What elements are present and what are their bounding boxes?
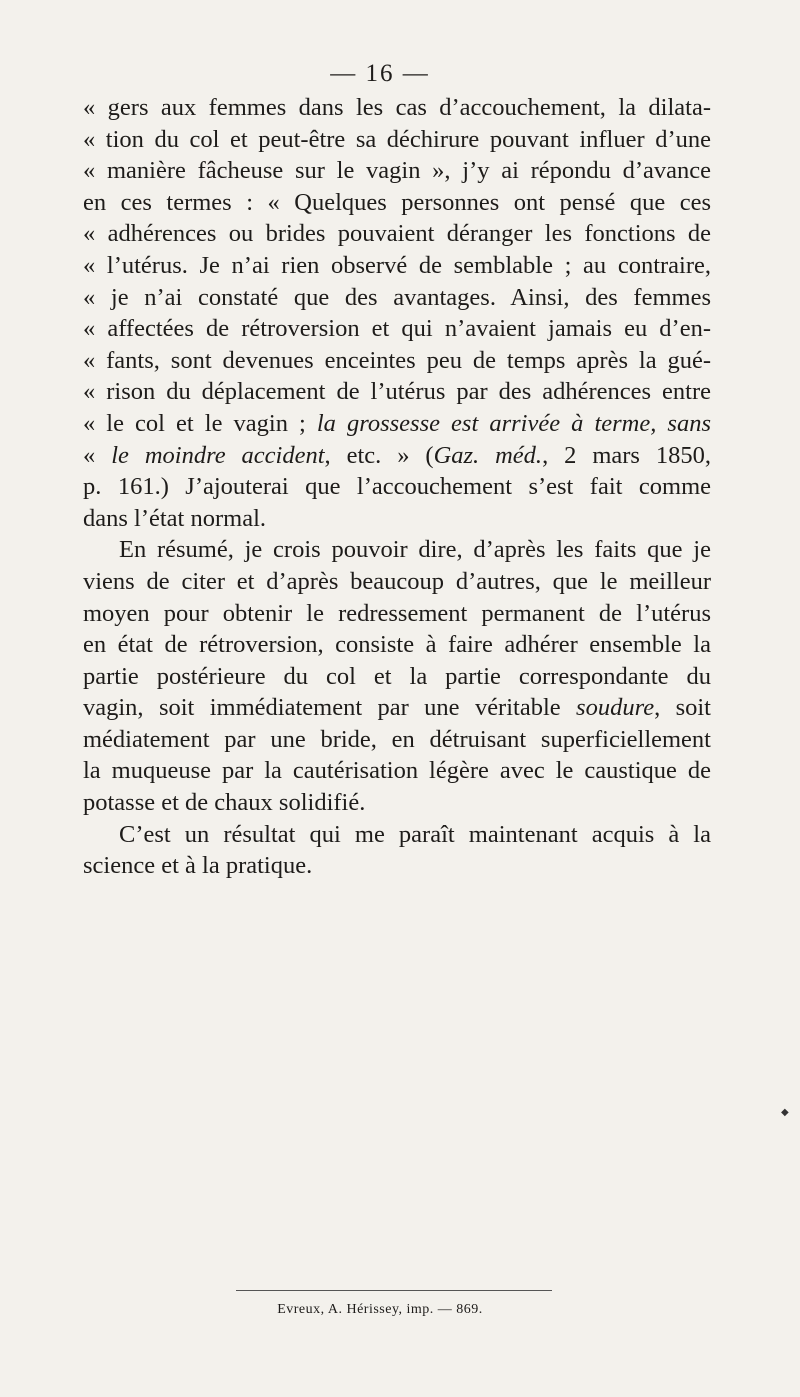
text-segment: vagin, soit immédiatement par une véritable (83, 694, 577, 722)
text-line (83, 440, 711, 472)
text-line: « rison du déplacement de l’utérus par des adhérences entre (83, 378, 711, 406)
text-line: médiatement par une bride, en détruisant superficiellement (83, 725, 711, 753)
text-segment: , etc. » ( (324, 441, 434, 469)
text-line: « manière fâcheuse sur le vagin », j’y ai répondu d’avance (83, 157, 711, 185)
text-line: En résumé, je crois pouvoir dire, d’après les faits que je (119, 536, 711, 564)
printer-imprint: Evreux, A. Hérissey, imp. — 869. (277, 1302, 483, 1317)
text-line: C’est un résultat qui me paraît maintenant acquis à la (119, 820, 711, 848)
text-segment: , soit (654, 694, 711, 722)
text-line: « l’utérus. Je n’ai rien observé de semblable ; au contraire, (83, 251, 711, 279)
text-line (83, 692, 711, 724)
text-line: « adhérences ou brides pouvaient déranger les fonctions de (83, 220, 711, 248)
text-line: « affectées de rétroversion et qui n’avaient jamais eu d’en- (83, 315, 711, 343)
text-line: la muqueuse par la cautérisation légère avec le caustique de (83, 757, 711, 785)
edge-mark-icon: ◆ (781, 1107, 789, 1118)
text-line (83, 408, 711, 440)
text-line: partie postérieure du col et la partie correspondante du (83, 662, 711, 690)
text-line: dans l’état normal. (83, 504, 267, 532)
text-line: « gers aux femmes dans les cas d’accouchement, la dilata- (83, 94, 711, 121)
text-line: « je n’ai constaté que des avantages. Ainsi, des femmes (83, 283, 711, 311)
page-number: — 16 — (330, 60, 430, 87)
italic-quote: la grossesse est arrivée à terme, sans (316, 409, 711, 437)
imprint-rule (236, 1290, 552, 1291)
italic-quote: le moindre accident (111, 441, 325, 469)
text-line: « fants, sont devenues enceintes peu de temps après la gué- (83, 346, 711, 374)
body-text (83, 92, 711, 882)
text-line: moyen pour obtenir le redressement permanent de l’utérus (83, 599, 711, 627)
text-line: en état de rétroversion, consiste à faire adhérer ensemble la (83, 631, 711, 659)
text-line: « tion du col et peut-être sa déchirure pouvant influer d’une (83, 125, 711, 153)
text-segment: « le col et le vagin ; (83, 409, 317, 437)
text-line: potasse et de chaux solidifié. (83, 789, 366, 817)
text-line: viens de citer et d’après beaucoup d’autres, que le meilleur (83, 567, 711, 595)
citation-source: Gaz. méd. (433, 441, 543, 469)
text-segment: « (83, 441, 112, 469)
text-line: en ces termes : « Quelques personnes ont pensé que ces (83, 188, 711, 216)
text-line: p. 161.) J’ajouterai que l’accouchement s’est fait comme (83, 473, 711, 501)
italic-term: soudure (576, 694, 655, 722)
text-line: science et à la pratique. (83, 852, 313, 880)
text-segment: , 2 mars 1850, (542, 441, 712, 469)
